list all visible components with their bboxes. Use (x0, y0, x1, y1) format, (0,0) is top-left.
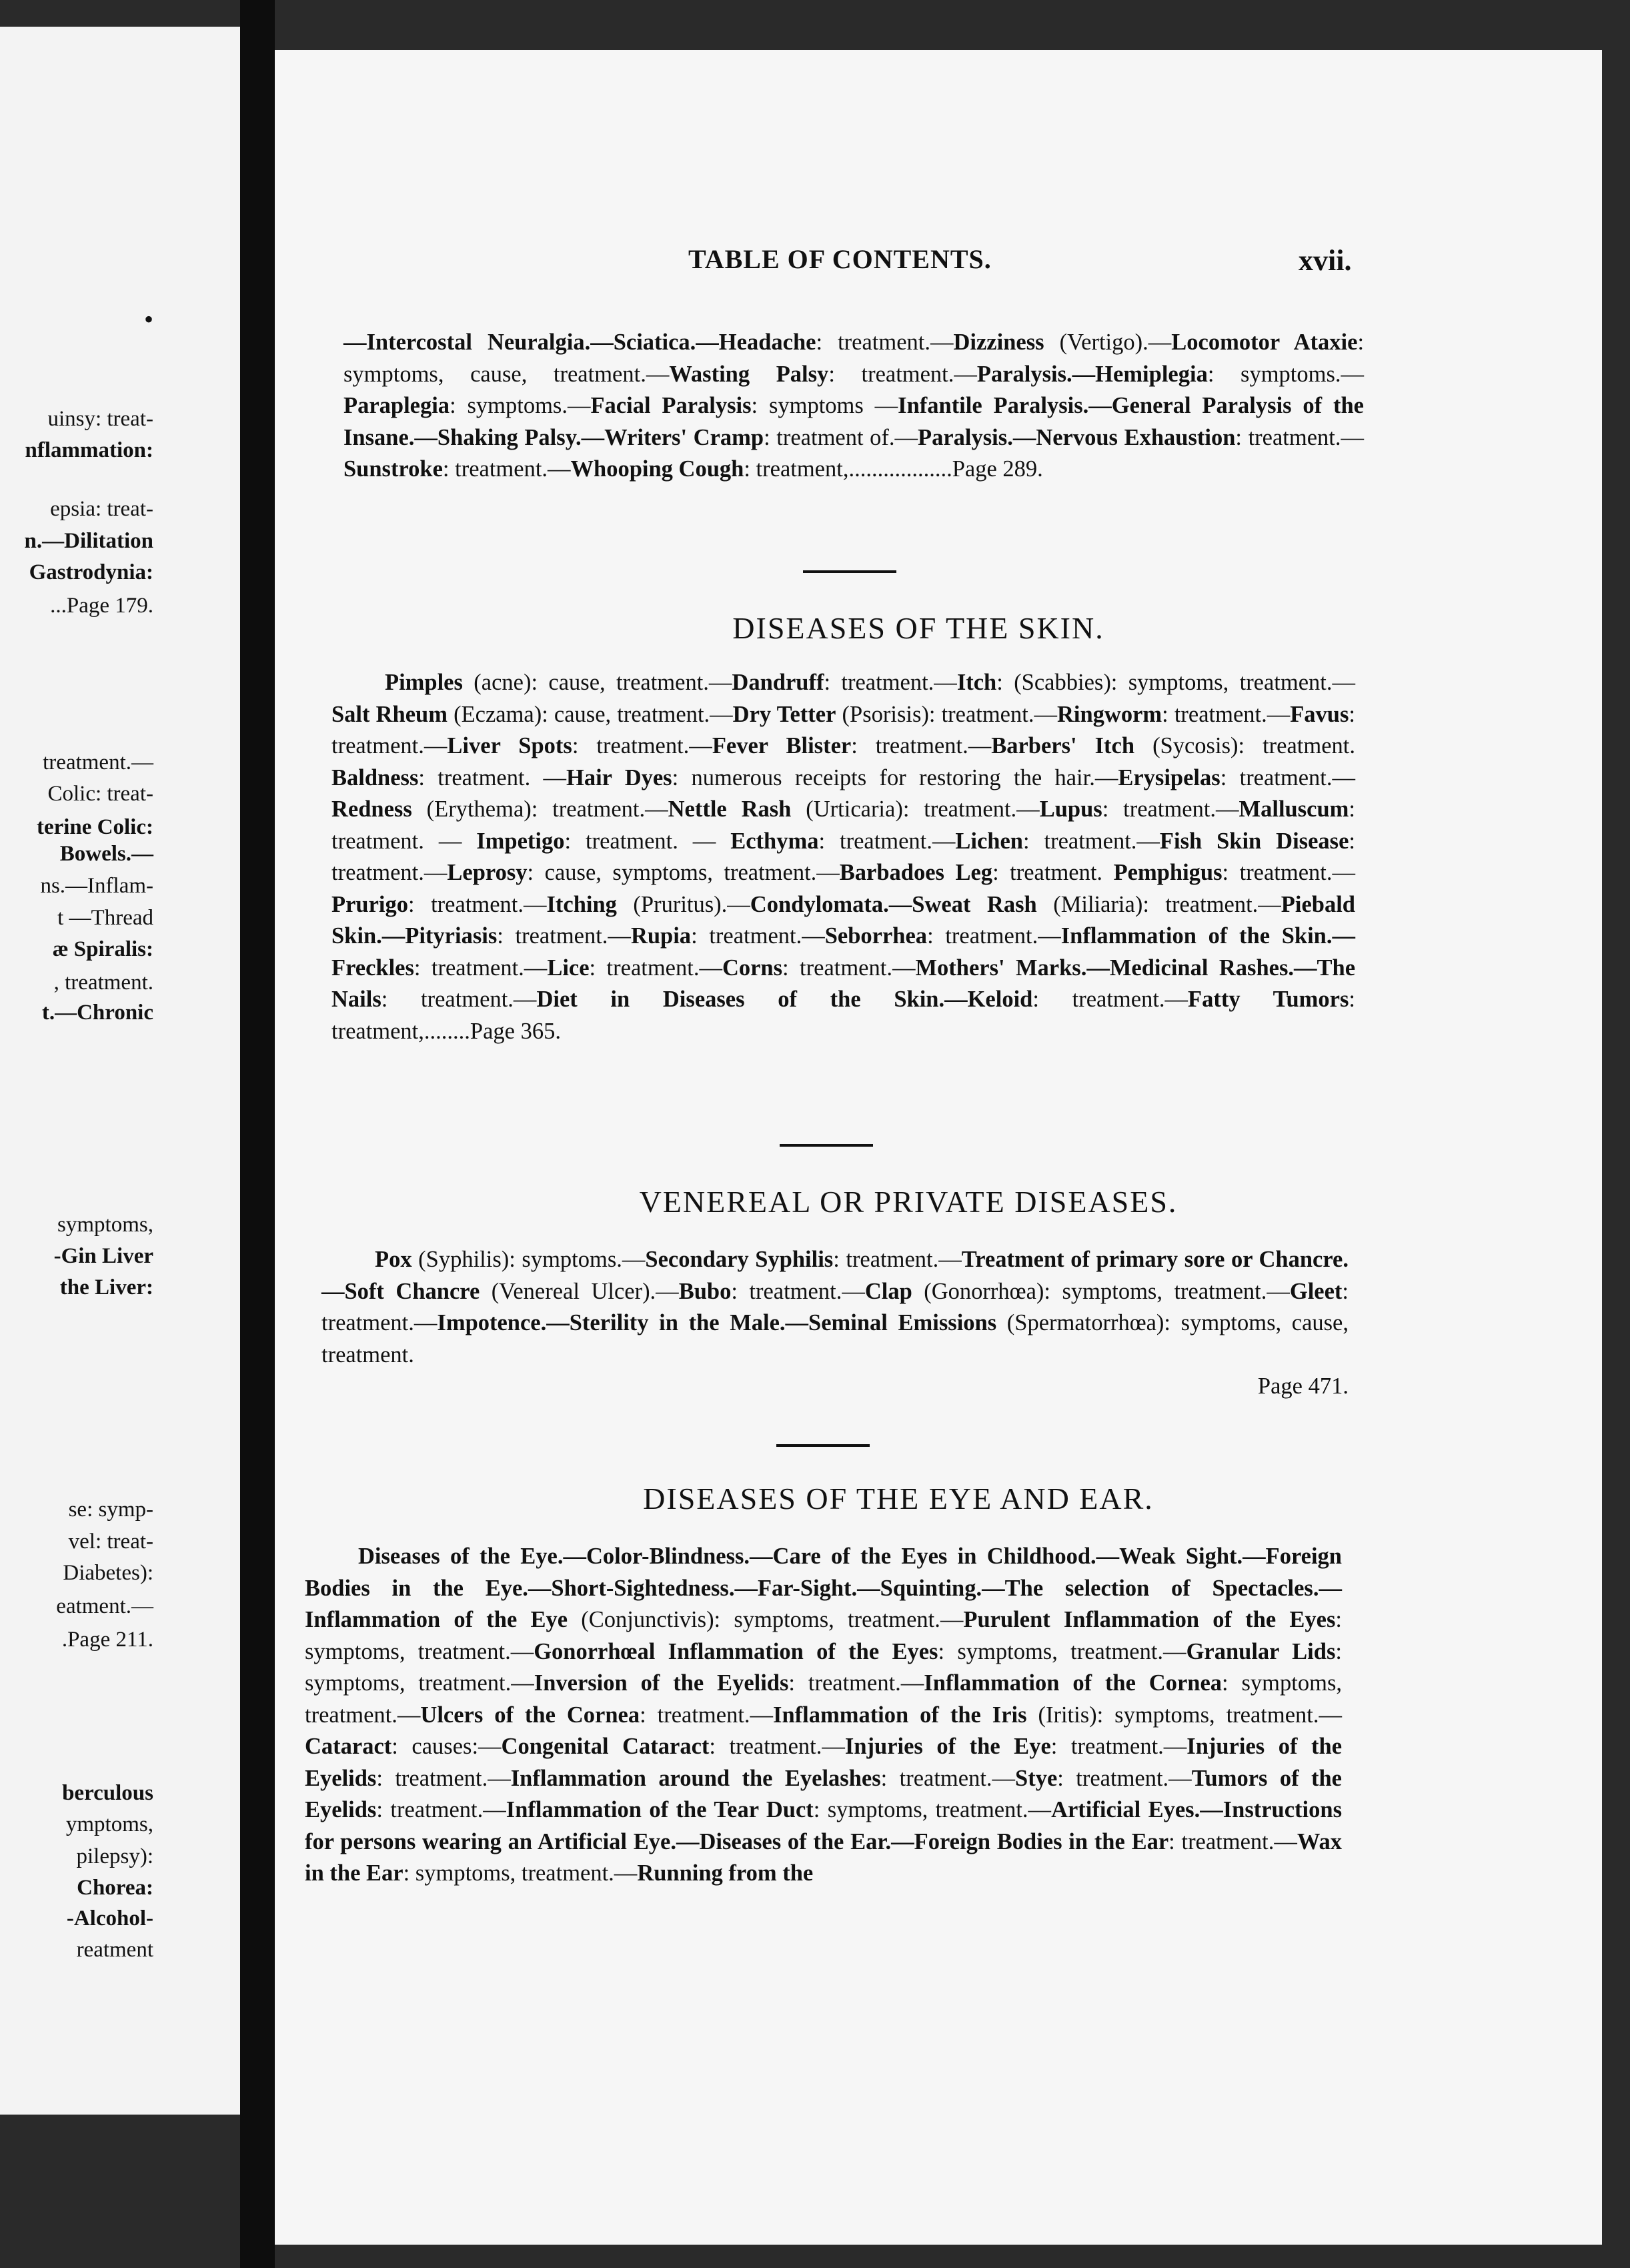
toc-detail: : treatment.— (828, 361, 977, 387)
toc-detail: : treatment. — (331, 796, 1355, 854)
toc-detail: : symptoms, treatment.— (305, 1638, 1342, 1696)
previous-page-text: se: symp- (68, 1498, 153, 1522)
previous-page-fragment (0, 27, 240, 2115)
toc-detail: : treatment.— (1222, 860, 1356, 885)
toc-detail: : treatment.— (1057, 1765, 1192, 1791)
toc-topic: Impetigo (476, 828, 565, 854)
toc-detail: : symptoms, treatment.— (403, 1860, 638, 1886)
toc-detail: : treatment.— (414, 955, 548, 981)
toc-detail: (Sycosis): treatment. (1134, 733, 1355, 758)
toc-topic: Dandruff (732, 670, 824, 695)
toc-topic: Hair Dyes (566, 764, 672, 790)
toc-detail: : treatment.— (782, 955, 916, 981)
previous-page-text: t —Thread (57, 906, 153, 930)
previous-page-text: t.—Chronic (41, 1001, 153, 1025)
toc-topic: Wasting Palsy (669, 361, 829, 387)
toc-topic: Inflammation of the Cornea (924, 1670, 1222, 1696)
toc-topic: Leprosy (447, 860, 528, 885)
previous-page-text: æ Spiralis: (52, 937, 153, 961)
toc-detail: : treatment.— (788, 1670, 924, 1696)
toc-topic: Wax in the Ear (305, 1828, 1342, 1886)
toc-detail: : treatment.— (1023, 828, 1160, 854)
toc-topic: Inflammation of the Tear Duct (506, 1797, 814, 1822)
toc-topic: Impotence.—Sterility in the Male.—Seminal Emissions (437, 1310, 997, 1335)
previous-page-text: uinsy: treat- (47, 407, 153, 431)
toc-topic: Nettle Rash (668, 796, 792, 822)
toc-detail: : treatment.— (572, 733, 712, 758)
toc-detail: : treatment.— (880, 1765, 1016, 1791)
toc-detail: : treatment.— (709, 1734, 845, 1759)
previous-page-text: Gastrodynia: (29, 560, 153, 584)
toc-topic: Corns (722, 955, 783, 981)
toc-topic: Pemphigus (1113, 860, 1222, 885)
toc-detail: : treatment.— (376, 1765, 511, 1791)
toc-topic: Redness (331, 796, 412, 822)
toc-detail: : symptoms, treatment.— (938, 1638, 1186, 1664)
toc-detail: : symptoms — (751, 393, 898, 418)
toc-detail: : treatment.— (497, 923, 631, 949)
toc-topic: Sunstroke (343, 456, 443, 482)
previous-page-text: nflammation: (25, 438, 153, 462)
toc-detail: : treatment.— (1220, 764, 1356, 790)
toc-topic: Itch (956, 670, 997, 695)
toc-detail: : treatment.— (589, 955, 722, 981)
toc-topic: Fish Skin Disease (1159, 828, 1349, 854)
toc-topic: Dry Tetter (732, 701, 836, 727)
toc-detail: : treatment.— (833, 1247, 962, 1272)
toc-topic: Granular Lids (1186, 1638, 1336, 1664)
toc-topic: Facial Paralysis (590, 393, 752, 418)
previous-page-text: .Page 211. (61, 1628, 153, 1652)
toc-topic: Treatment of primary sore or Chancre.—Soft Chancre (321, 1247, 1349, 1304)
previous-page-text: Colic: treat- (47, 782, 153, 806)
toc-topic: Fatty Tumors (1188, 987, 1349, 1012)
toc-topic: Pimples (385, 670, 463, 695)
toc-detail: (Psorisis): treatment.— (836, 701, 1057, 727)
page-number: xvii. (1299, 244, 1352, 277)
toc-detail: : symptoms.— (1207, 361, 1364, 387)
previous-page-text: ns.—Inflam- (40, 874, 153, 898)
toc-topic: Condylomata.—Sweat Rash (750, 891, 1037, 917)
toc-topic: Lice (547, 955, 590, 981)
toc-topic: Baldness (331, 764, 419, 790)
toc-topic: Congenital Cataract (501, 1734, 710, 1759)
toc-detail: : treatment.— (640, 1702, 774, 1728)
toc-topic: Ulcers of the Cornea (420, 1702, 640, 1728)
toc-topic: Lupus (1039, 796, 1102, 822)
toc-detail: (Urticaria): treatment.— (791, 796, 1040, 822)
previous-page-text: -Alcohol- (66, 1906, 153, 1930)
toc-topic: Inflammation of the Skin.—Freckles (331, 923, 1355, 981)
section-divider (803, 570, 896, 573)
toc-detail: : treatment.— (331, 701, 1355, 758)
previous-page-text: the Liver: (59, 1275, 153, 1299)
toc-detail: : treatment. — (418, 764, 567, 790)
toc-detail: (Eczama): cause, treatment.— (447, 701, 733, 727)
page-reference: ........Page 365. (424, 1018, 561, 1044)
toc-topic: Ecthyma (730, 828, 819, 854)
toc-topic: Itching (546, 891, 617, 917)
toc-topic: Cataract (305, 1734, 392, 1759)
toc-topic: Ringworm (1056, 701, 1162, 727)
toc-topic: Purulent Inflammation of the Eyes (963, 1607, 1336, 1632)
running-head: TABLE OF CONTENTS. (688, 244, 992, 274)
previous-page-text: , treatment. (53, 971, 153, 995)
section-heading-venereal: VENEREAL OR PRIVATE DISEASES. (639, 1185, 1178, 1219)
toc-detail: (Syphilis): symptoms.— (412, 1247, 646, 1272)
toc-topic: Diet in Diseases of the Skin.—Keloid (536, 987, 1033, 1012)
previous-page-text: epsia: treat- (50, 497, 153, 521)
section-divider (780, 1144, 873, 1147)
previous-page-text: Bowels.— (59, 842, 153, 866)
toc-topic: Piebald Skin.—Pityriasis (331, 891, 1355, 949)
toc-topic: Running from the (637, 1860, 814, 1886)
toc-topic: Barbers' Itch (991, 733, 1135, 758)
toc-topic: Salt Rheum (331, 701, 448, 727)
previous-page-text: -Gin Liver (53, 1244, 153, 1268)
toc-page (275, 50, 1602, 2245)
toc-detail: : treatment.— (442, 456, 571, 482)
toc-topic: Paralysis.—Nervous Exhaustion (918, 424, 1236, 450)
toc-detail: : treatment.— (824, 670, 957, 695)
previous-page-text: Chorea: (77, 1876, 153, 1900)
toc-detail: : treatment. — (564, 828, 731, 854)
section-divider (776, 1444, 870, 1447)
previous-page-text: terine Colic: (36, 815, 153, 839)
toc-entry-venereal-diseases (321, 1244, 1349, 1403)
toc-topic: Clap (864, 1278, 912, 1304)
toc-topic: Diseases of the Eye.—Color-Blindness.—Care of the Eyes in Childhood.—Weak Sight.—Foreign Bodies in the Eye.—Short-Sightedness.—Far-Sight.—Squinting.—The selection of Spectacles.—Inflammation of the Eye (305, 1544, 1342, 1632)
toc-topic: Inflammation around the Eyelashes (510, 1765, 881, 1791)
toc-topic: Liver Spots (447, 733, 572, 758)
toc-detail: : treatment.— (321, 1278, 1349, 1335)
toc-detail: : treatment.— (331, 828, 1355, 885)
toc-detail: : treatment.— (1032, 987, 1188, 1012)
previous-page-text: berculous (62, 1781, 153, 1805)
toc-topic: Mothers' Marks.—Medicinal Rashes.—The Nails (331, 955, 1356, 1012)
toc-topic: —Intercostal Neuralgia.—Sciatica.—Headache (343, 330, 816, 355)
toc-detail: : treatment. (992, 860, 1114, 885)
previous-page-text: reatment (76, 1938, 153, 1962)
toc-topic: Writers' Cramp (604, 424, 764, 450)
toc-topic: Favus (1290, 701, 1349, 727)
toc-detail: : symptoms, treatment.— (305, 1607, 1342, 1664)
toc-topic: Paraplegia (343, 393, 450, 418)
previous-page-text: vel: treat- (68, 1530, 153, 1554)
previous-page-text: n.—Dilitation (24, 529, 153, 553)
toc-topic: Stye (1015, 1765, 1058, 1791)
previous-page-text: symptoms, (57, 1213, 153, 1237)
toc-detail: : treatment.— (927, 923, 1061, 949)
toc-detail: : numerous receipts for restoring the hair.— (672, 764, 1118, 790)
toc-topic: Locomotor Ataxie (1171, 330, 1358, 355)
page-reference: Page 471. (1257, 1373, 1349, 1399)
section-heading-skin: DISEASES OF THE SKIN. (732, 611, 1104, 645)
toc-topic: Seborrhea (824, 923, 928, 949)
page-gutter (240, 0, 275, 2268)
toc-topic: Erysipelas (1118, 764, 1220, 790)
toc-detail: : treatment of.— (764, 424, 918, 450)
toc-detail: : treatment.— (1162, 701, 1291, 727)
toc-topic: Injuries of the Eye (844, 1734, 1051, 1759)
toc-detail: : treatment.— (818, 828, 956, 854)
toc-topic: Malluscum (1239, 796, 1349, 822)
toc-entry-eye-ear-diseases (305, 1541, 1342, 1890)
toc-topic: Infantile Paralysis.—General Paralysis of the Insane.—Shaking Palsy.— (343, 393, 1364, 450)
previous-page-text: pilepsy): (76, 1844, 153, 1868)
toc-detail: (Pruritus).— (616, 891, 750, 917)
toc-detail: : treatment.— (1050, 1734, 1187, 1759)
toc-topic: Lichen (955, 828, 1023, 854)
toc-topic: Bubo (678, 1278, 732, 1304)
toc-topic: Secondary Syphilis (645, 1247, 834, 1272)
toc-detail: : causes:— (391, 1734, 502, 1759)
previous-page-text: ymptoms, (65, 1812, 153, 1836)
toc-detail: (Iritis): symptoms, treatment.— (1026, 1702, 1342, 1728)
toc-detail: : treatment.— (731, 1278, 865, 1304)
toc-detail: (Gonorrhœa): symptoms, treatment.— (912, 1278, 1290, 1304)
toc-detail: : treatment.— (816, 330, 954, 355)
page-reference: ..................Page 289. (848, 456, 1043, 482)
toc-topic: Dizziness (953, 330, 1044, 355)
previous-page-text: ...Page 179. (50, 594, 153, 618)
toc-detail: (Miliaria): treatment.— (1036, 891, 1281, 917)
toc-detail: (Erythema): treatment.— (412, 796, 668, 822)
toc-topic: Pox (375, 1247, 412, 1272)
toc-topic: Fever Blister (712, 733, 852, 758)
toc-detail: : treatment, (744, 456, 849, 482)
toc-topic: Inversion of the Eyelids (534, 1670, 789, 1696)
toc-detail: : symptoms.— (450, 393, 591, 418)
toc-entry-skin-diseases (331, 667, 1355, 1047)
toc-detail: : treatment.— (408, 891, 547, 917)
previous-page-text: Diabetes): (63, 1561, 153, 1585)
toc-detail: (acne): cause, treatment.— (462, 670, 732, 695)
toc-topic: Gonorrhœal Inflammation of the Eyes (534, 1638, 938, 1664)
toc-topic: Tumors of the Eyelids (305, 1765, 1342, 1822)
toc-detail: (Venereal Ulcer).— (480, 1278, 679, 1304)
toc-topic: Paralysis.—Hemiplegia (976, 361, 1208, 387)
toc-detail: : treatment.— (851, 733, 992, 758)
toc-detail: : symptoms, treatment.— (813, 1797, 1052, 1822)
toc-detail: (Vertigo).— (1044, 330, 1172, 355)
toc-detail: : treatment.— (691, 923, 825, 949)
toc-detail: : treatment.— (381, 987, 537, 1012)
toc-detail: (Conjunctivis): symptoms, treatment.— (568, 1607, 964, 1632)
toc-detail: : symptoms, cause, treatment.— (343, 330, 1365, 387)
toc-topic: Whooping Cough (570, 456, 744, 482)
previous-page-text: treatment.— (43, 750, 153, 774)
toc-topic: Barbadoes Leg (839, 860, 993, 885)
toc-detail: (Spermatorrhœa): symptoms, cause, treatment. (321, 1310, 1349, 1367)
previous-page-text: • (143, 304, 153, 334)
toc-topic: Injuries of the Eyelids (305, 1734, 1343, 1791)
toc-topic: Rupia (630, 923, 692, 949)
toc-detail: : (Scabbies): symptoms, treatment.— (996, 670, 1355, 695)
section-heading-eye-ear: DISEASES OF THE EYE AND EAR. (643, 1482, 1154, 1516)
toc-topic: Inflammation of the Iris (773, 1702, 1027, 1728)
toc-detail: : treatment.— (376, 1797, 506, 1822)
previous-page-text: eatment.— (56, 1594, 153, 1618)
toc-topic: Artificial Eyes.—Instructions for persons wearing an Artificial Eye.—Diseases of the Ear.—Foreign Bodies in the Ear (305, 1797, 1342, 1854)
toc-entry-nervous-diseases (343, 327, 1364, 486)
toc-topic: Gleet (1289, 1278, 1343, 1304)
toc-detail: : treatment, (331, 987, 1355, 1044)
toc-detail: : treatment.— (1235, 424, 1364, 450)
toc-detail: : cause, symptoms, treatment.— (527, 860, 840, 885)
toc-topic: Prurigo (331, 891, 408, 917)
toc-detail: : treatment.— (1168, 1828, 1297, 1854)
toc-detail: : treatment.— (1102, 796, 1239, 822)
toc-detail: : symptoms, treatment.— (305, 1670, 1342, 1728)
